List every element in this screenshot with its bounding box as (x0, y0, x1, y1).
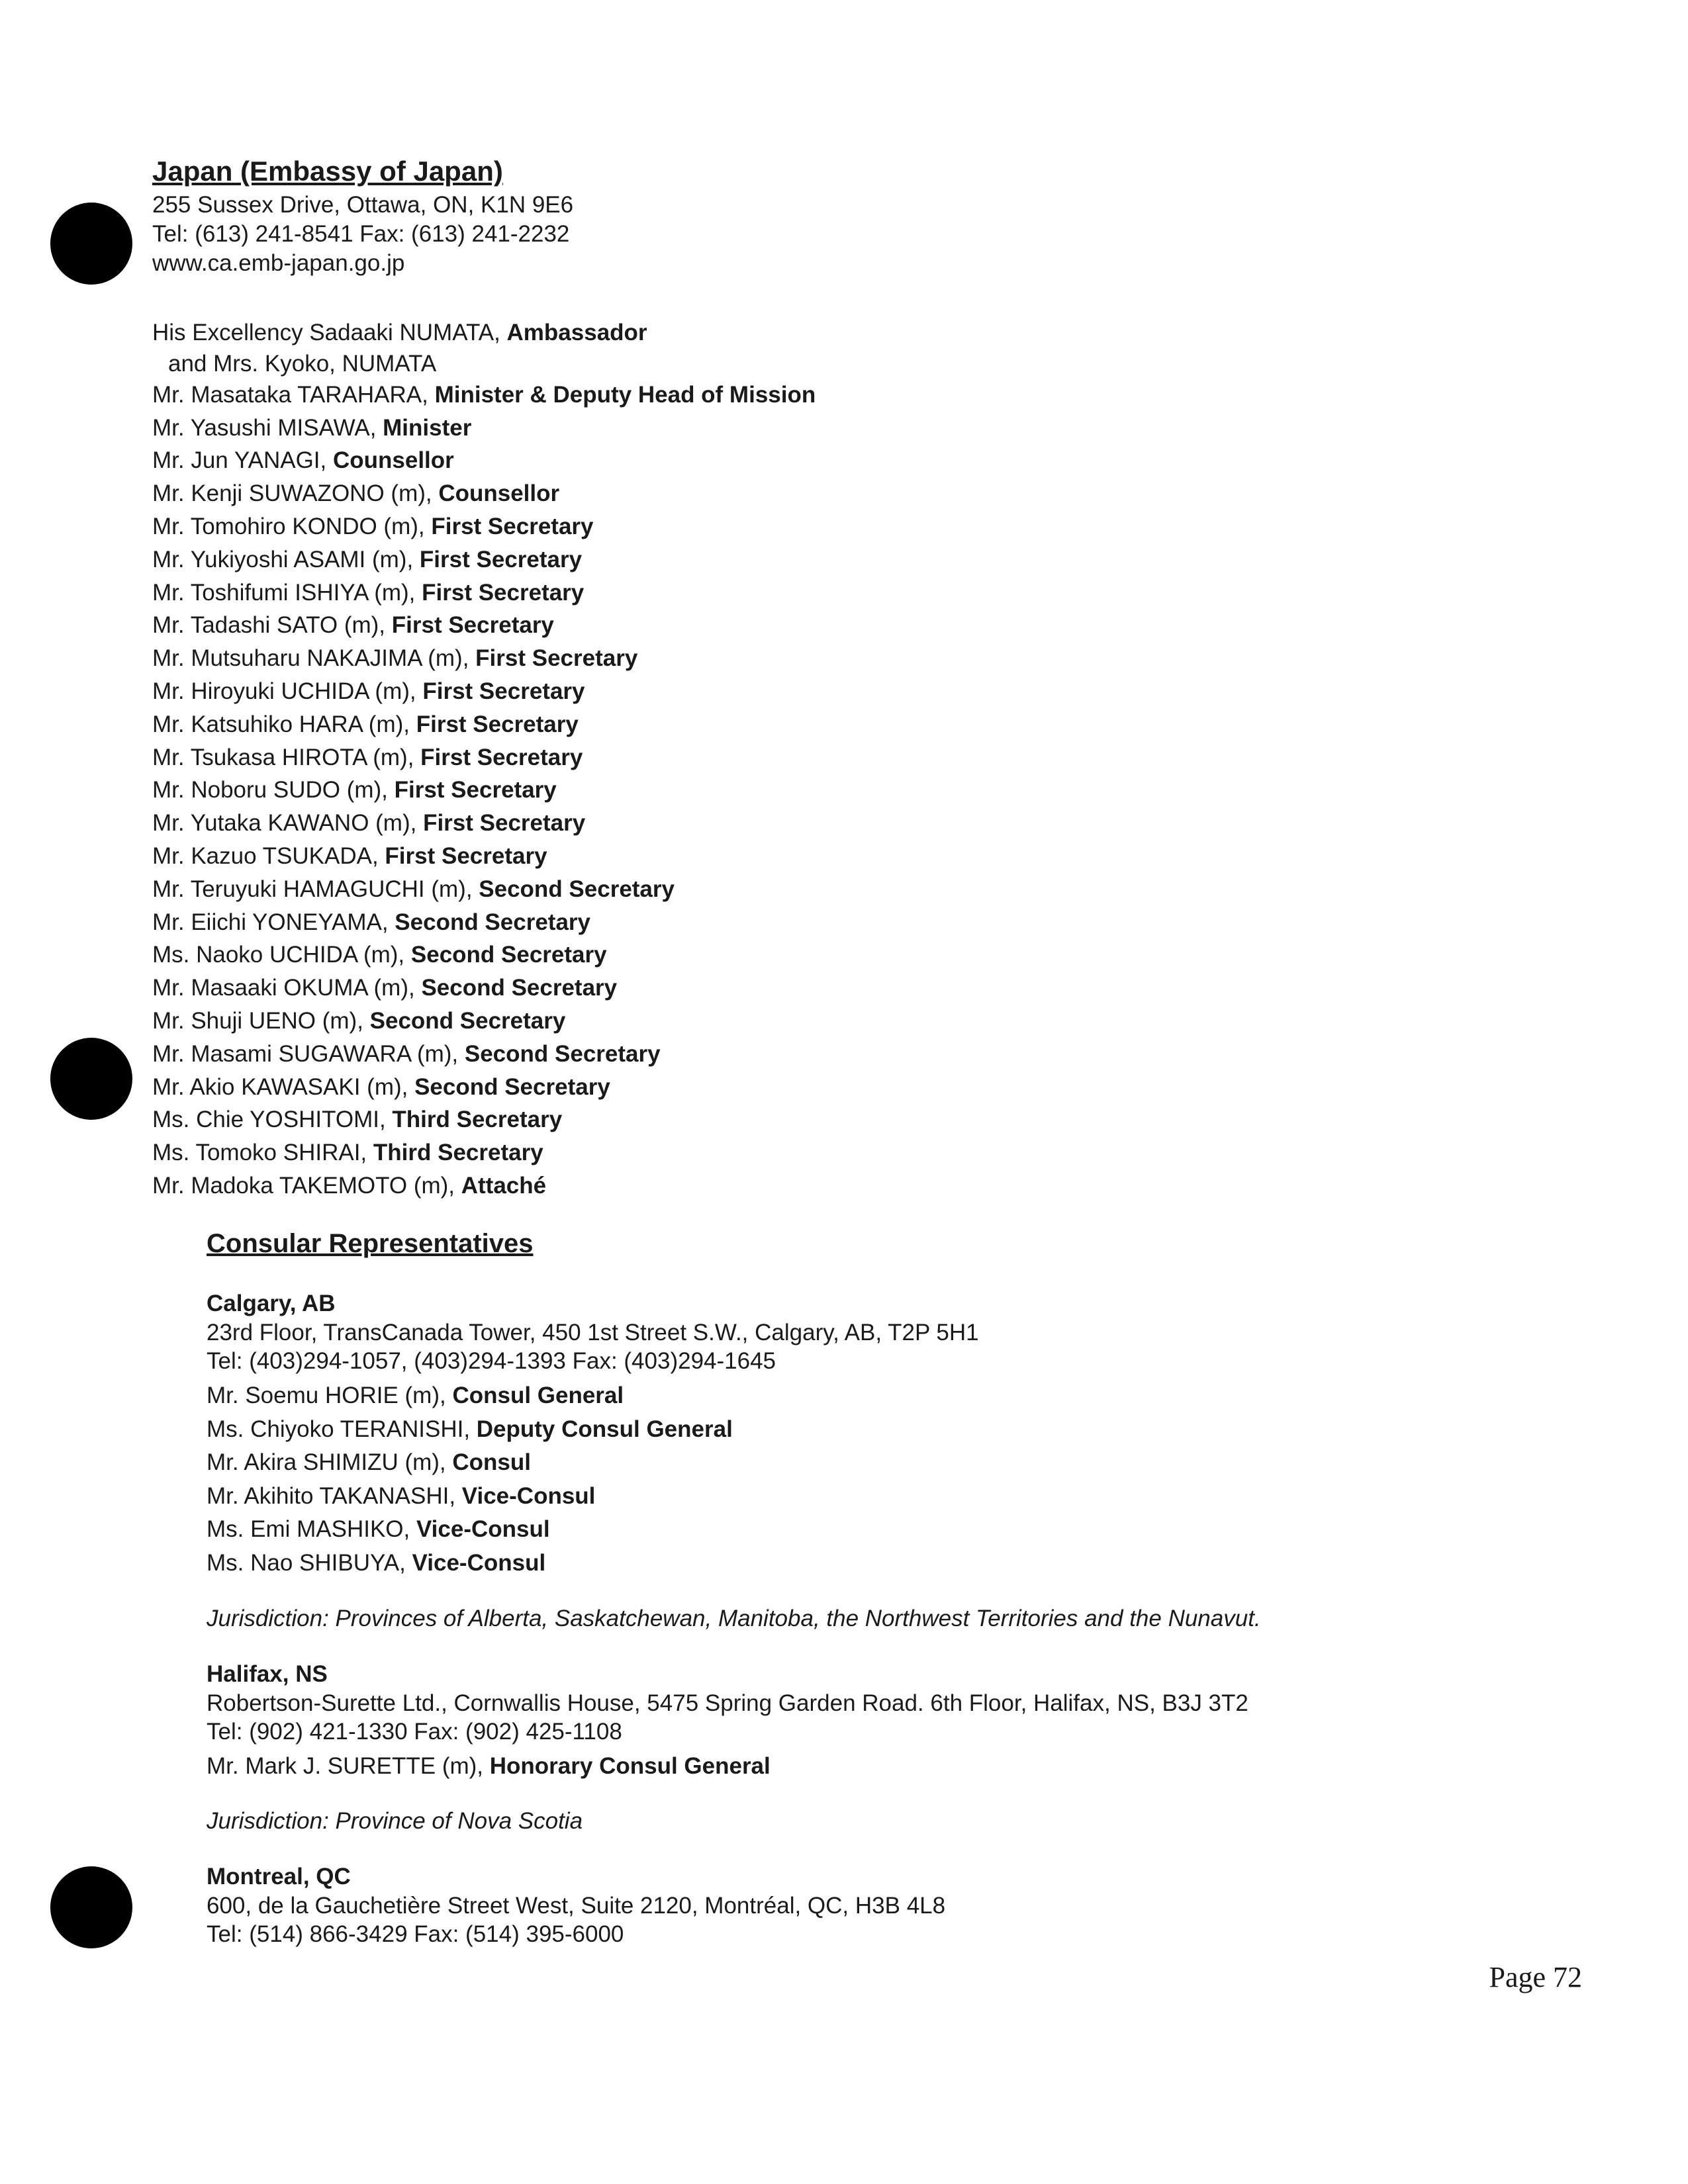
staff-entry: Mr. Toshifumi ISHIYA (m), First Secretary (152, 579, 585, 606)
officer-entry: Ms. Nao SHIBUYA, Vice-Consul (207, 1549, 546, 1576)
staff-entry: Mr. Hiroyuki UCHIDA (m), First Secretary (152, 678, 585, 704)
staff-entry: Mr. Tsukasa HIROTA (m), First Secretary (152, 744, 583, 770)
staff-entry: Mr. Eiichi YONEYAMA, Second Secretary (152, 909, 591, 935)
staff-entry: Mr. Kazuo TSUKADA, First Secretary (152, 842, 547, 869)
staff-entry: Mr. Yasushi MISAWA, Minister (152, 414, 472, 441)
consular-section (207, 1227, 1261, 1948)
binder-hole-bottom (50, 1866, 132, 1948)
embassy-address: 255 Sussex Drive, Ottawa, ON, K1N 9E6 (152, 192, 574, 218)
page-number: Page 72 (1489, 1961, 1582, 1993)
jurisdiction-note: Jurisdiction: Provinces of Alberta, Saskatchewan, Manitoba, the Northwest Territories and the Nunavut. (207, 1605, 1261, 1631)
staff-entry: Mr. Teruyuki HAMAGUCHI (m), Second Secretary (152, 876, 675, 902)
staff-entry: Mr. Jun YANAGI, Counsellor (152, 447, 454, 474)
officer-entry: Ms. Emi MASHIKO, Vice-Consul (207, 1516, 550, 1543)
staff-entry: Mr. Kenji SUWAZONO (m), Counsellor (152, 480, 560, 507)
binder-hole-top (50, 203, 132, 285)
staff-entry: Mr. Katsuhiko HARA (m), First Secretary (152, 711, 579, 737)
staff-entry: Mr. Shuji UENO (m), Second Secretary (152, 1007, 566, 1034)
city-heading: Montreal, QC (207, 1864, 351, 1890)
staff-entry: Mr. Noboru SUDO (m), First Secretary (152, 777, 557, 803)
officer-entry: Mr. Soemu HORIE (m), Consul General (207, 1383, 624, 1408)
consulate-halifax (207, 1660, 1261, 1837)
staff-entry: Mr. Tomohiro KONDO (m), First Secretary (152, 513, 594, 539)
consulate-address: 600, de la Gauchetière Street West, Suite 2120, Montréal, QC, H3B 4L8 (207, 1893, 946, 1919)
consulate-phone: Tel: (902) 421-1330 Fax: (902) 425-1108 (207, 1718, 622, 1745)
city-heading: Calgary, AB (207, 1291, 336, 1316)
staff-entry: Mr. Masami SUGAWARA (m), Second Secretary (152, 1040, 661, 1067)
staff-entry: and Mrs. Kyoko, NUMATA (168, 350, 437, 377)
embassy-section (152, 154, 573, 278)
staff-entry: Mr. Yukiyoshi ASAMI (m), First Secretary (152, 546, 583, 572)
staff-entry: Mr. Akio KAWASAKI (m), Second Secretary (152, 1073, 610, 1100)
embassy-phone: Tel: (613) 241-8541 Fax: (613) 241-2232 (152, 221, 570, 247)
staff-entry: Mr. Mutsuharu NAKAJIMA (m), First Secretary (152, 645, 638, 672)
staff-entry: Mr. Masaaki OKUMA (m), Second Secretary (152, 975, 618, 1001)
binder-hole-middle (50, 1038, 132, 1120)
staff-list (152, 316, 816, 1203)
staff-entry: Mr. Yutaka KAWANO (m), First Secretary (152, 810, 586, 837)
consular-heading: Consular Representatives (207, 1229, 534, 1258)
consulate-address: Robertson-Surette Ltd., Cornwallis House, 5475 Spring Garden Road. 6th Floor, Halifax, NS, B3J 3T2 (207, 1690, 1248, 1716)
consulate-phone: Tel: (403)294-1057, (403)294-1393 Fax: (403)294-1645 (207, 1348, 776, 1374)
staff-entry: Ms. Naoko UCHIDA (m), Second Secretary (152, 942, 607, 968)
staff-entry: Mr. Tadashi SATO (m), First Secretary (152, 612, 554, 639)
consulate-calgary (207, 1289, 1261, 1633)
embassy-title: Japan (Embassy of Japan) (152, 156, 503, 187)
staff-entry: His Excellency Sadaaki NUMATA, Ambassador (152, 320, 647, 345)
staff-entry: Mr. Masataka TARAHARA, Minister & Deputy Head of Mission (152, 381, 816, 408)
officer-entry: Mr. Akihito TAKANASHI, Vice-Consul (207, 1482, 596, 1509)
jurisdiction-note: Jurisdiction: Province of Nova Scotia (207, 1808, 583, 1835)
staff-entry: Mr. Madoka TAKEMOTO (m), Attaché (152, 1172, 547, 1199)
officer-entry: Mr. Mark J. SURETTE (m), Honorary Consul General (207, 1752, 771, 1779)
consulate-phone: Tel: (514) 866-3429 Fax: (514) 395-6000 (207, 1921, 624, 1948)
city-heading: Halifax, NS (207, 1661, 328, 1687)
consulate-montreal (207, 1862, 1261, 1948)
staff-entry: Ms. Chie YOSHITOMI, Third Secretary (152, 1107, 563, 1133)
consulate-address: 23rd Floor, TransCanada Tower, 450 1st Street S.W., Calgary, AB, T2P 5H1 (207, 1320, 979, 1345)
officer-entry: Mr. Akira SHIMIZU (m), Consul (207, 1449, 531, 1476)
staff-entry: Ms. Tomoko SHIRAI, Third Secretary (152, 1140, 543, 1166)
embassy-website[interactable]: www.ca.emb-japan.go.jp (152, 250, 405, 276)
officer-entry: Ms. Chiyoko TERANISHI, Deputy Consul General (207, 1416, 733, 1442)
